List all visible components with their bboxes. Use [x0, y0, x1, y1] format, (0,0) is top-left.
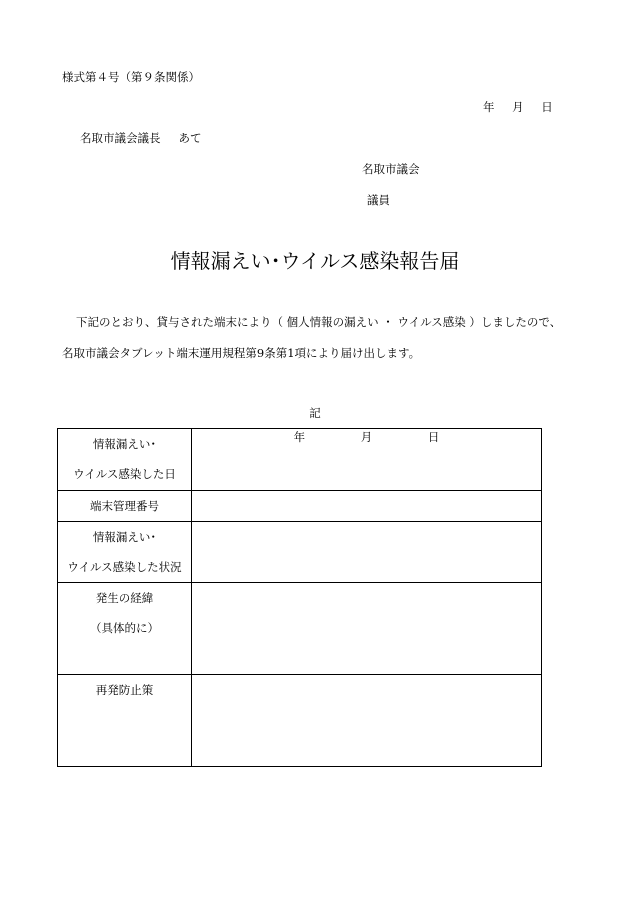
addressee-suffix: あて	[178, 131, 202, 145]
body-line-2: 名取市議会タブレット端末運用規程第9条第1項により届け出します。	[62, 346, 421, 360]
table-row-device-number	[58, 491, 542, 522]
label-line: （具体的に）	[90, 621, 159, 635]
label-line: 端末管理番号	[90, 499, 159, 513]
label-line: ウイルス感染した日	[73, 467, 176, 481]
label-infection-date	[58, 429, 192, 491]
situation-field[interactable]	[192, 522, 542, 583]
submission-date: 年 月 日	[483, 100, 553, 114]
form-number: 様式第４号（第９条関係）	[62, 70, 200, 84]
label-line: 再発防止策	[95, 683, 154, 697]
table-row-infection-date	[58, 429, 542, 491]
addressee-name: 名取市議会議長	[80, 131, 161, 145]
label-line: 情報漏えい･	[92, 530, 157, 544]
report-table	[57, 428, 542, 767]
sender-organization: 名取市議会	[362, 162, 420, 176]
table-row-situation	[58, 522, 542, 583]
background-field[interactable]	[192, 583, 542, 675]
ki-heading: 記	[309, 406, 321, 420]
label-background	[58, 583, 192, 675]
sender-title: 議員	[367, 193, 390, 207]
label-line: 発生の経緯	[95, 591, 154, 605]
label-line: 情報漏えい･	[92, 437, 157, 451]
table-row-prevention	[58, 675, 542, 767]
document-title: 情報漏えい･ウイルス感染報告届	[170, 249, 460, 273]
table-row-background	[58, 583, 542, 675]
device-number-field[interactable]	[192, 491, 542, 522]
label-line: ウイルス感染した状況	[67, 560, 182, 574]
label-device-number	[58, 491, 192, 522]
label-prevention	[58, 675, 192, 767]
label-situation	[58, 522, 192, 583]
body-line-1: 下記のとおり、貸与された端末により（ 個人情報の漏えい ・ ウイルス感染 ）しましたので、	[76, 315, 562, 329]
prevention-field[interactable]	[192, 675, 542, 767]
infection-date-field[interactable]: 年 月 日	[192, 429, 542, 491]
addressee	[80, 133, 202, 145]
